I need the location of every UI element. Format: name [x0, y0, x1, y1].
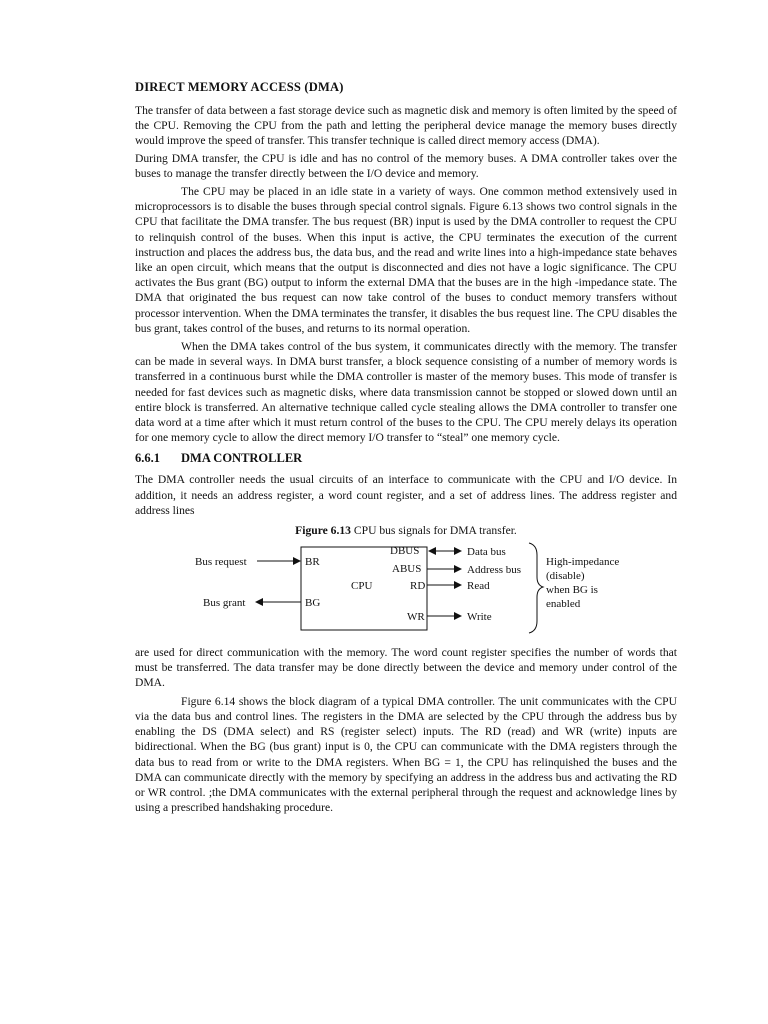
- paragraph-burst-transfer: When the DMA takes control of the bus system, it communicates directly with the memory. The transfer can be made in several ways. In DMA burst transfer, a block sequence consisting of a number of memory words is transferred in a continuous burst while the DMA controller is master of the memory buses. This mode of transfer is needed for fast devices such as magnetic disks, where data transmission cannot be stopped or slowed down until an entire block is transferred. An alternative technique called cycle stealing allows the DMA controller to transfer one data word at a time after which it must return control of the buses to the CPU. The CPU merely delays its operation for one memory cycle to allow the direct memory I/O transfer to “steal” one memory cycle.: [135, 340, 677, 445]
- document-page: [135, 80, 677, 817]
- page-title: DIRECT MEMORY ACCESS (DMA): [135, 80, 344, 94]
- figure-cpu-bus-signals: [135, 541, 677, 641]
- section-title: DMA CONTROLLER: [181, 451, 303, 466]
- bus-grant-label: Bus grant: [203, 597, 246, 610]
- read-label: Read: [467, 580, 490, 593]
- section-heading: [135, 451, 677, 466]
- write-label: Write: [467, 611, 492, 624]
- note-line-2: (disable): [546, 570, 585, 583]
- note-line-4: enabled: [546, 598, 581, 611]
- paragraph-intro-2: During DMA transfer, the CPU is idle and has no control of the memory buses. A DMA controller takes over the buses to manage the transfer directly between the I/O device and memory.: [135, 151, 677, 180]
- figure-caption: [135, 524, 677, 537]
- pin-br-label: BR: [305, 556, 320, 569]
- bus-request-label: Bus request: [195, 556, 247, 569]
- data-bus-label: Data bus: [467, 546, 506, 559]
- paragraph-intro-1: The transfer of data between a fast storage device such as magnetic disk and memory is often limited by the speed of the CPU. Removing the CPU from the path and letting the peripheral device manage the memory buses directly would improve the speed of transfer. This transfer technique is called direct memory access (DMA).: [135, 104, 677, 148]
- pin-rd-label: RD: [410, 580, 426, 593]
- pin-wr-label: WR: [407, 611, 425, 624]
- pin-bg-label: BG: [305, 597, 321, 610]
- paragraph-controller: The DMA controller needs the usual circuits of an interface to communicate with the CPU and I/O device. In addition, it needs an address register, a word count register, and a set of address lines. The address register and address lines: [135, 473, 677, 517]
- cpu-bus-diagram: [135, 541, 677, 641]
- pin-abus-label: ABUS: [392, 563, 422, 576]
- paragraph-after-figure: are used for direct communication with the memory. The word count register specifies the number of words that must be transferred. The data transfer may be done directly between the device and memory under control of the DMA.: [135, 646, 677, 690]
- paragraph-block-diagram: Figure 6.14 shows the block diagram of a typical DMA controller. The unit communicates with the CPU via the data bus and control lines. The registers in the DMA are selected by the CPU through the address bus by enabling the DS (DMA select) and RS (register select) inputs. The RD (read) and WR (write) inputs are bidirectional. When the BG (bus grant) input is 0, the CPU can communicate with the DMA registers through the data bus to read from or write to the DMA registers. When BG = 1, the CPU has relinquished the buses and the DMA can communicate directly with the memory by specifying an address in the address bus and activating the RD or WR control. ;the DMA communicates with the external peripheral through the request and acknowledge lines by using a prescribed handshaking procedure.: [135, 694, 677, 815]
- pin-dbus-label: DBUS: [390, 545, 420, 558]
- address-bus-label: Address bus: [467, 564, 522, 577]
- paragraph-idle-state: The CPU may be placed in an idle state in a variety of ways. One common method extensively used in microprocessors is to disable the buses through special control signals. Figure 6.13 shows two control signals in the CPU that facilitate the DMA transfer. The bus request (BR) input is used by the DMA controller to request the CPU to relinquish control of the buses. When this input is active, the CPU terminates the execution of the current instruction and places the address bus, the data bus, and the read and write lines into a high-impedance state behaves like an open circuit, which means that the output is disconnected and dies not have a logic significance. The CPU activates the Bus grant (BG) output to inform the external DMA that the buses are in the high -impedance state. The DMA that originated the bus request can now take control of the buses to conduct memory transfers without processor intervention. When the DMA terminates the transfer, it disables the bus request line. The CPU disables the bus grant, takes control of the buses, and returns to its normal operation.: [135, 185, 677, 335]
- note-line-1: High-impedance: [546, 556, 620, 569]
- figure-caption-text: CPU bus signals for DMA transfer.: [350, 524, 517, 538]
- note-line-3: when BG is: [546, 584, 598, 597]
- cpu-label: CPU: [351, 580, 373, 593]
- brace: [529, 543, 543, 633]
- figure-caption-label: Figure 6.13: [295, 524, 351, 538]
- section-number: 6.6.1: [135, 451, 160, 466]
